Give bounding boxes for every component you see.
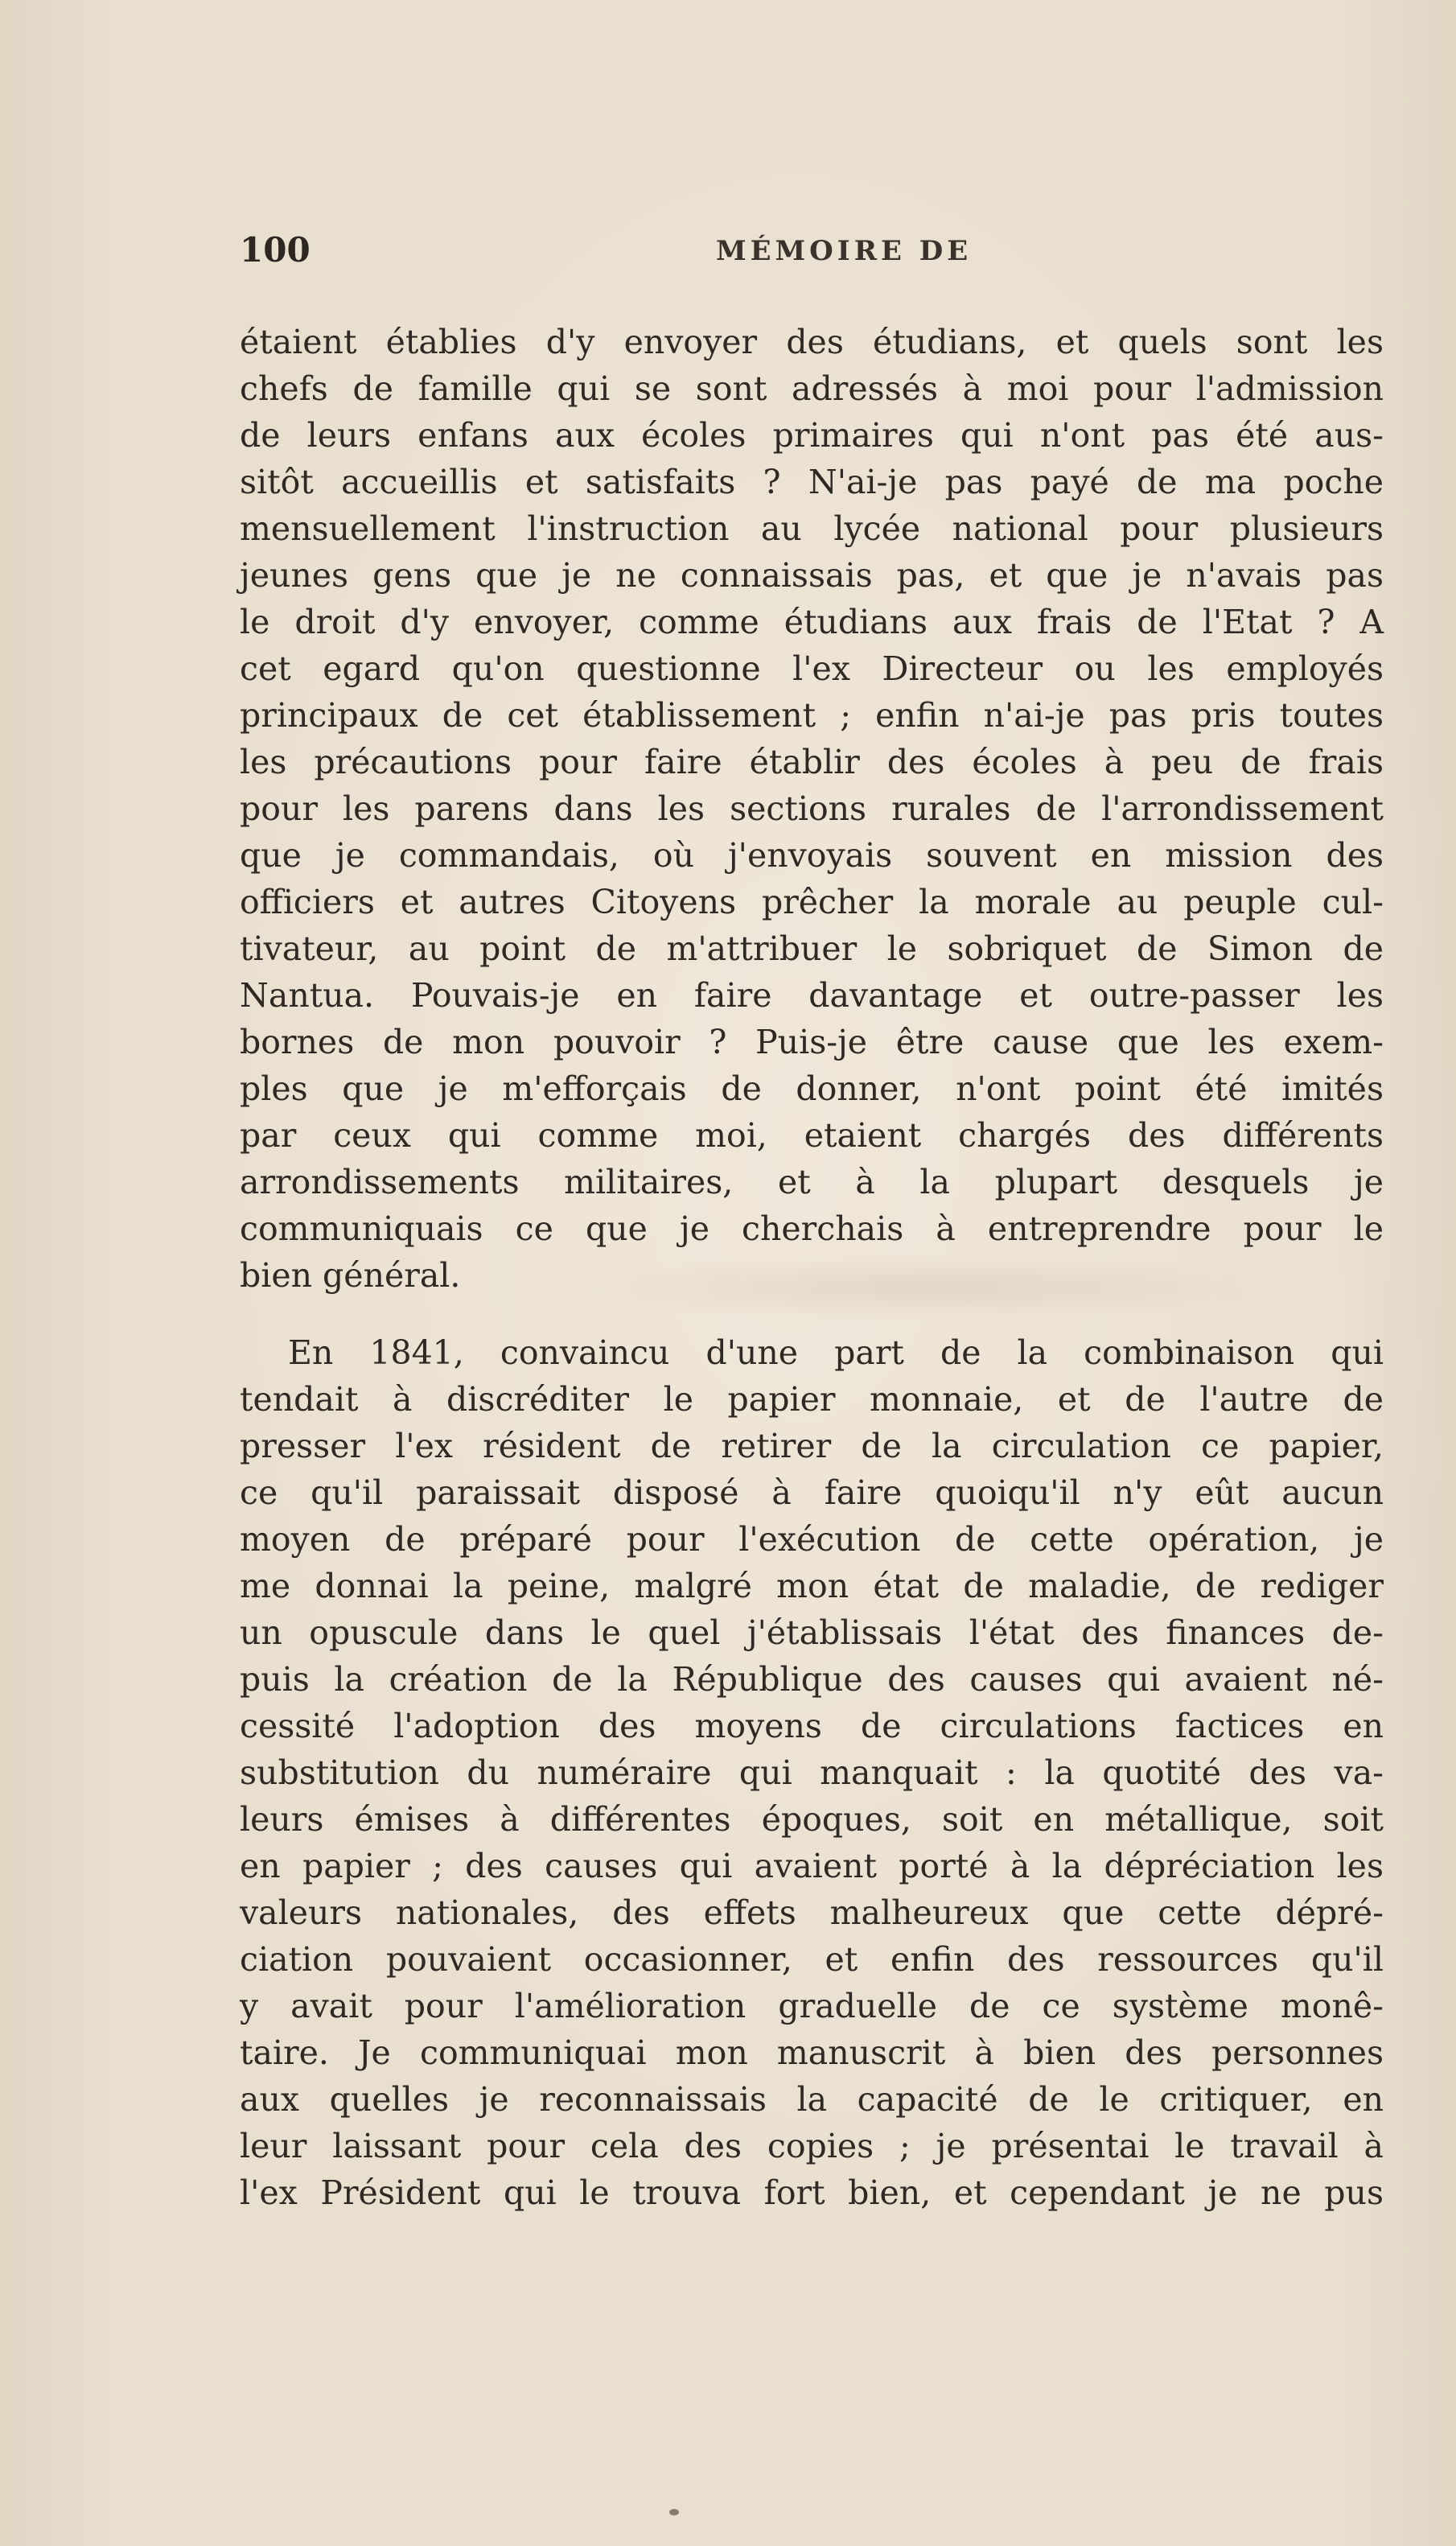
page-number: 100 [240, 230, 311, 270]
text-line: bornes de mon pouvoir ? Puis-je être cause que les exem- [240, 1023, 1384, 1061]
text-line: leur laissant pour cela des copies ; je présentai le travail à [240, 2127, 1384, 2165]
text-line: me donnai la peine, malgré mon état de maladie, de rediger [240, 1567, 1384, 1605]
text-line: ciation pouvaient occasionner, et enfin des ressources qu'il [240, 1940, 1384, 1979]
text-line: l'ex Président qui le trouva fort bien, et cependant je ne pus [240, 2173, 1384, 2212]
text-line: substitution du numéraire qui manquait : la quotité des va- [240, 1753, 1384, 1792]
text-line: les précautions pour faire établir des écoles à peu de frais [240, 743, 1384, 781]
text-line: chefs de famille qui se sont adressés à moi pour l'admission [240, 369, 1384, 408]
text-line: leurs émises à différentes époques, soit en métallique, soit [240, 1800, 1384, 1839]
text-line: le droit d'y envoyer, comme étudians aux frais de l'Etat ? A [240, 603, 1384, 641]
text-line: puis la création de la République des causes qui avaient né- [240, 1660, 1384, 1699]
text-line: sitôt accueillis et satisfaits ? N'ai-je pas payé de ma poche [240, 463, 1384, 501]
paragraph-1 [240, 319, 1384, 1299]
ink-speck [669, 2509, 679, 2515]
text-line: officiers et autres Citoyens prêcher la morale au peuple cul- [240, 883, 1384, 921]
text-line: y avait pour l'amélioration graduelle de ce système monê- [240, 1987, 1384, 2025]
text-line: mensuellement l'instruction au lycée national pour plusieurs [240, 509, 1384, 548]
text-line: tendait à discréditer le papier monnaie, et de l'autre de [240, 1380, 1384, 1419]
text-line: en papier ; des causes qui avaient porté à la dépréciation les [240, 1847, 1384, 1885]
text-line: étaient établies d'y envoyer des étudians, et quels sont les [240, 323, 1384, 361]
text-line: aux quelles je reconnaissais la capacité de le critiquer, en [240, 2080, 1384, 2119]
text-line: pour les parens dans les sections rurales de l'arrondissement [240, 789, 1384, 828]
text-line: En 1841, convaincu d'une part de la combinaison qui [288, 1333, 1384, 1372]
text-line: principaux de cet établissement ; enfin n'ai-je pas pris toutes [240, 696, 1384, 735]
text-line: arrondissements militaires, et à la plupart desquels je [240, 1163, 1384, 1201]
text-line: taire. Je communiquai mon manuscrit à bien des personnes [240, 2033, 1384, 2072]
text-line: de leurs enfans aux écoles primaires qui n'ont pas été aus- [240, 416, 1384, 455]
text-line: Nantua. Pouvais-je en faire davantage et outre-passer les [240, 976, 1384, 1015]
text-line: jeunes gens que je ne connaissais pas, et que je n'avais pas [240, 556, 1384, 595]
running-title: MÉMOIRE DE [716, 235, 973, 267]
text-line: ce qu'il paraissait disposé à faire quoiqu'il n'y eût aucun [240, 1473, 1384, 1512]
text-line: tivateur, au point de m'attribuer le sobriquet de Simon de [240, 929, 1384, 968]
text-line: ples que je m'efforçais de donner, n'ont point été imités [240, 1069, 1384, 1108]
text-line: moyen de préparé pour l'exécution de cette opération, je [240, 1520, 1384, 1559]
text-line: bien général. [240, 1256, 461, 1295]
text-line: communiquais ce que je cherchais à entreprendre pour le [240, 1209, 1384, 1248]
running-head [240, 230, 1382, 278]
text-line: cessité l'adoption des moyens de circulations factices en [240, 1707, 1384, 1745]
text-line: que je commandais, où j'envoyais souvent en mission des [240, 836, 1384, 875]
text-line: par ceux qui comme moi, etaient chargés des différents [240, 1116, 1384, 1155]
text-line: valeurs nationales, des effets malheureux que cette dépré- [240, 1893, 1384, 1932]
text-line: cet egard qu'on questionne l'ex Directeur ou les employés [240, 649, 1384, 688]
text-line: un opuscule dans le quel j'établissais l'état des finances de- [240, 1613, 1384, 1652]
paragraph-2 [240, 1329, 1384, 2216]
text-line: presser l'ex résident de retirer de la circulation ce papier, [240, 1427, 1384, 1465]
